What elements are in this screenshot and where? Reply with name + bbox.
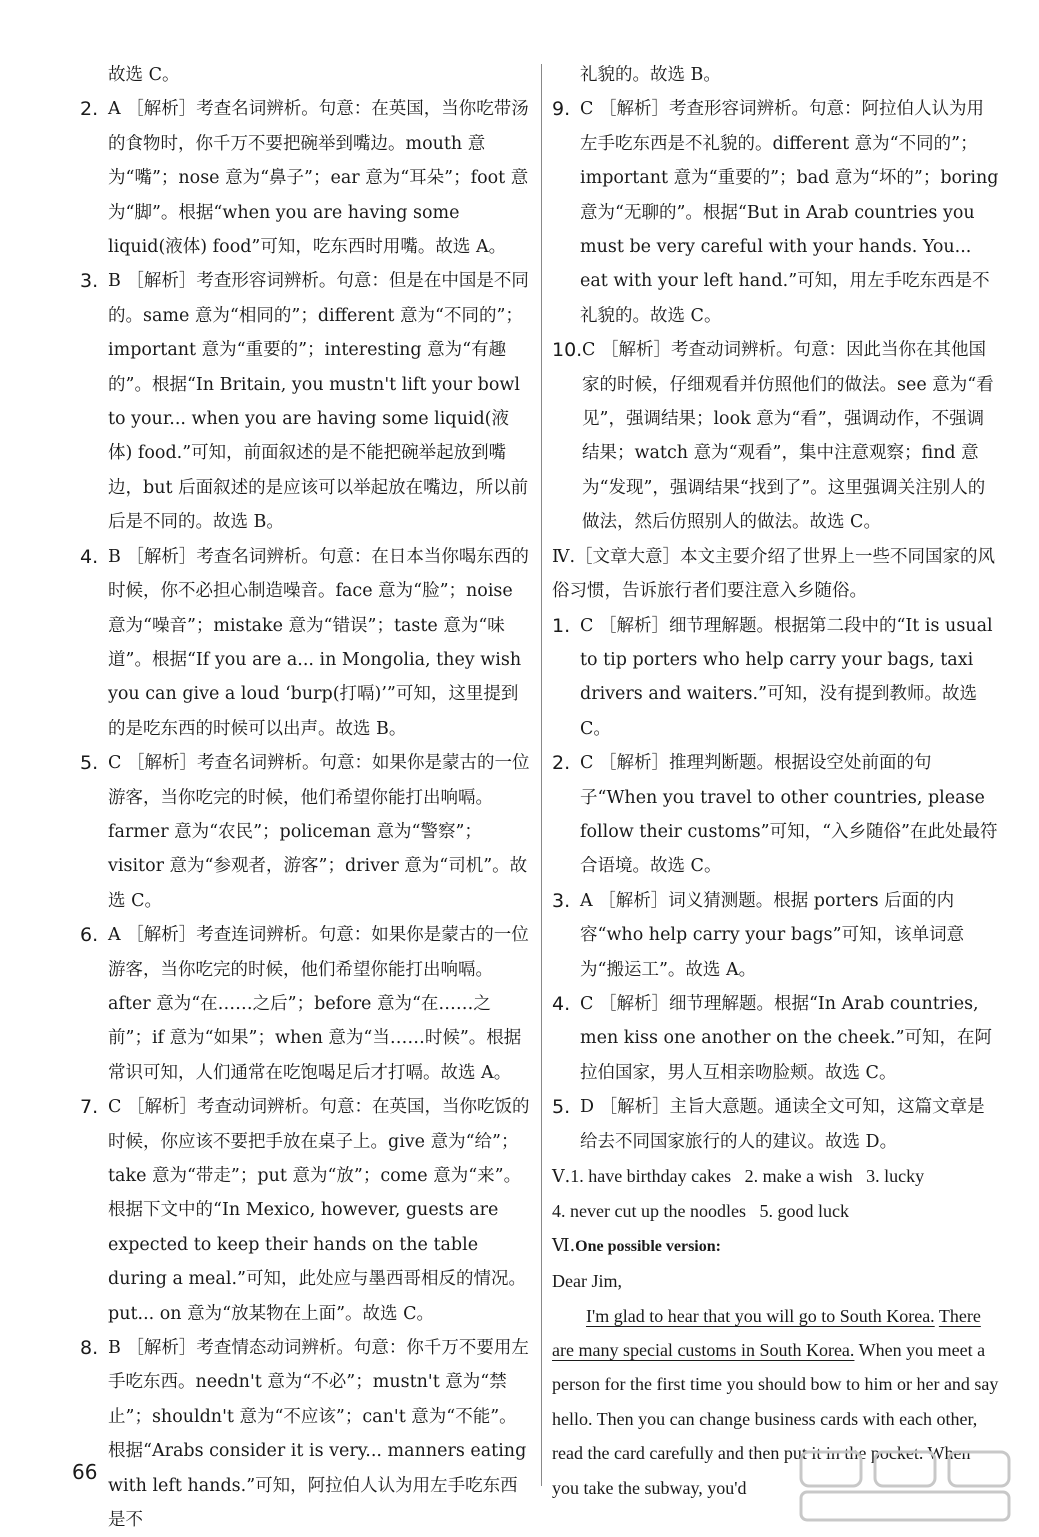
- item-text: A ［解析］考查名词辨析。句意：在英国，当你吃带汤的食物时，你千万不要把碗举到嘴边。mouth 意为“嘴”；nose 意为“鼻子”；ear 意为“耳朵”；foot 意为“脚”。根据“when you are having some liquid(液体) food”可知，吃东西时用嘴。故选 A。: [108, 99, 529, 258]
- item-text: D ［解析］主旨大意题。通读全文可知，这篇文章是给去不同国家旅行的人的建议。故选 D。: [580, 1097, 985, 1152]
- answer-item: [552, 609, 1000, 747]
- answer-item: [552, 1090, 1000, 1159]
- item-text: C ［解析］考查形容词辨析。句意：阿拉伯人认为用左手吃东西是不礼貌的。different 意为“不同的”；important 意为“重要的”；bad 意为“坏的”；boring 意为“无聊的”。根据“But in Arab countries you must be very careful with your hands. You... eat with your left hand.”可知，用左手吃东西是不礼貌的。故选 C。: [580, 99, 999, 326]
- essay-text: When you meet a person for the first time you should bow to him or her and say hello. Then you can change business cards with each other, read the card carefully and then put it in the pocket. When you take the subway, you'd: [552, 1340, 999, 1498]
- answer-item: [80, 264, 532, 539]
- item-number: 9.: [552, 98, 571, 121]
- item-text: C ［解析］考查动词辨析。句意：因此当你在其他国家的时候，仔细观看并仿照他们的做法。see 意为“看见”，强调结果；look 意为“看”，强调动作，不强调结果；watch 意为“观看”，集中注意观察；find 意为“发现”，强调结果“找到了”。这里强调关注别人的做法，然后仿照别人的做法。故选 C。: [582, 340, 994, 533]
- column-divider: [541, 64, 542, 1486]
- section-4: [552, 540, 1000, 609]
- underlined-sentence: I'm glad to hear that you will go to South Korea.: [586, 1305, 935, 1326]
- carry-over-text: 故选 C。: [108, 65, 180, 85]
- answer-item: [552, 92, 1000, 333]
- item-text: B ［解析］考查名词辨析。句意：在日本当你喝东西的时候，你不必担心制造噪音。face 意为“脸”；noise 意为“噪音”；mistake 意为“错误”；taste 意为“味道”。根据“If you are a... in Mongolia, they wish you can give a loud ‘burp(打嗝)’”可知，这里提到的是吃东西的时候可以出声。故选 B。: [108, 546, 529, 739]
- answer-item: [80, 540, 532, 746]
- section-label: Ⅳ.: [552, 546, 576, 567]
- answer-item: [552, 884, 1000, 987]
- section-5: [552, 1159, 1000, 1194]
- item-number: 7.: [80, 1096, 99, 1119]
- section-6: [552, 1229, 1000, 1264]
- item-number: 10.: [552, 339, 583, 362]
- left-column: [80, 58, 532, 1537]
- answer-item: [80, 1331, 532, 1537]
- item-text: C ［解析］考查名词辨析。句意：如果你是蒙古的一位游客，当你吃完的时候，他们希望你能打出响嗝。farmer 意为“农民”；policeman 意为“警察”；visitor 意为“参观者，游客”；driver 意为“司机”。故选 C。: [108, 753, 530, 911]
- item-number: 5.: [552, 1096, 571, 1119]
- answer-item: [552, 987, 1000, 1090]
- item-text: C ［解析］推理判断题。根据设空处前面的句子“When you travel to other countries, please follow their customs”可知，“入乡随俗”在此处最符合语境。故选 C。: [580, 753, 998, 877]
- item-number: 3.: [80, 270, 99, 293]
- answer-line: 1. have birthday cakes 2. make a wish 3. lucky: [570, 1166, 925, 1186]
- item-number: 6.: [80, 924, 99, 947]
- item-text: A ［解析］词义猜测题。根据 porters 后面的内容“who help carry your bags”可知，该单词意为“搬运工”。故选 A。: [580, 890, 965, 980]
- watermark-logo-icon: [795, 1446, 1025, 1526]
- item-number: 2.: [552, 752, 571, 775]
- item-text: B ［解析］考查形容词辨析。句意：但是在中国是不同的。same 意为“相同的”；different 意为“不同的”；important 意为“重要的”；interesting 意为“有趣的”。根据“In Britain, you mustn't lift your bowl to your... when you are having some liquid(液体) food.”可知，前面叙述的是不能把碗举起放到嘴边，but 后面叙述的是应该可以举起放在嘴边，所以前后是不同的。故选 B。: [108, 271, 529, 533]
- section-label: Ⅵ.: [552, 1235, 576, 1256]
- answer-item: [80, 1090, 532, 1331]
- item-text: C ［解析］细节理解题。根据第二段中的“It is usual to tip porters who help carry your bags, taxi drivers and waiters.”可知，没有提到教师。故选 C。: [580, 615, 993, 739]
- item-number: 8.: [80, 1337, 99, 1360]
- answer-line: 4. never cut up the noodles 5. good luck: [552, 1201, 849, 1222]
- item-number: 4.: [552, 992, 571, 1015]
- item-number: 1.: [552, 614, 571, 637]
- essay-greeting: Dear Jim,: [552, 1271, 622, 1292]
- answer-item: [552, 746, 1000, 884]
- section-label: Ⅴ.: [552, 1167, 571, 1187]
- item-number: 5.: [80, 752, 99, 775]
- answer-item: [552, 333, 1000, 539]
- item-number: 2.: [80, 98, 99, 121]
- item-text: A ［解析］考查连词辨析。句意：如果你是蒙古的一位游客，当你吃完的时候，他们希望你能打出响嗝。after 意为“在……之后”；before 意为“在……之前”；if 意为“如果”；when 意为“当……时候”。根据常识可知，人们通常在吃饱喝足后才打嗝。故选 A。: [108, 925, 529, 1083]
- answer-item: [80, 918, 532, 1090]
- carry-over-text: 礼貌的。故选 B。: [580, 65, 721, 85]
- item-number: 3.: [552, 889, 571, 912]
- answer-item: [80, 746, 532, 918]
- item-text: C ［解析］细节理解题。根据“In Arab countries, men kiss one another on the cheek.”可知，在阿拉伯国家，男人互相亲吻脸颊。故选 C。: [580, 993, 993, 1083]
- underlined-sentence: There are many special customs in South Korea.: [552, 1305, 981, 1361]
- item-text: C ［解析］考查动词辨析。句意：在英国，当你吃饭的时候，你应该不要把手放在桌子上。give 意为“给”；take 意为“带走”；put 意为“放”；come 意为“来”。根据下文中的“In Mexico, however, guests are expected to keep their hands on the table during a meal.”可知，此处应与墨西哥相反的情况。put... on 意为“放某物在上面”。故选 C。: [108, 1097, 530, 1324]
- item-number: 4.: [80, 545, 99, 568]
- page-number: 66: [72, 1460, 98, 1484]
- section-summary: ［文章大意］本文主要介绍了世界上一些不同国家的风俗习惯，告诉旅行者们要注意入乡随俗。: [552, 546, 996, 602]
- answer-item: [80, 92, 532, 264]
- right-column: [552, 58, 1000, 1505]
- item-text: B ［解析］考查情态动词辨析。句意：你千万不要用左手吃东西。needn't 意为“不必”；mustn't 意为“禁止”；shouldn't 意为“不应该”；can't 意为“不能”。根据“Arabs consider it is very... manners eating with left hands.”可知，阿拉伯人认为用左手吃东西是不: [108, 1338, 529, 1531]
- essay-title: One possible version:: [575, 1237, 721, 1255]
